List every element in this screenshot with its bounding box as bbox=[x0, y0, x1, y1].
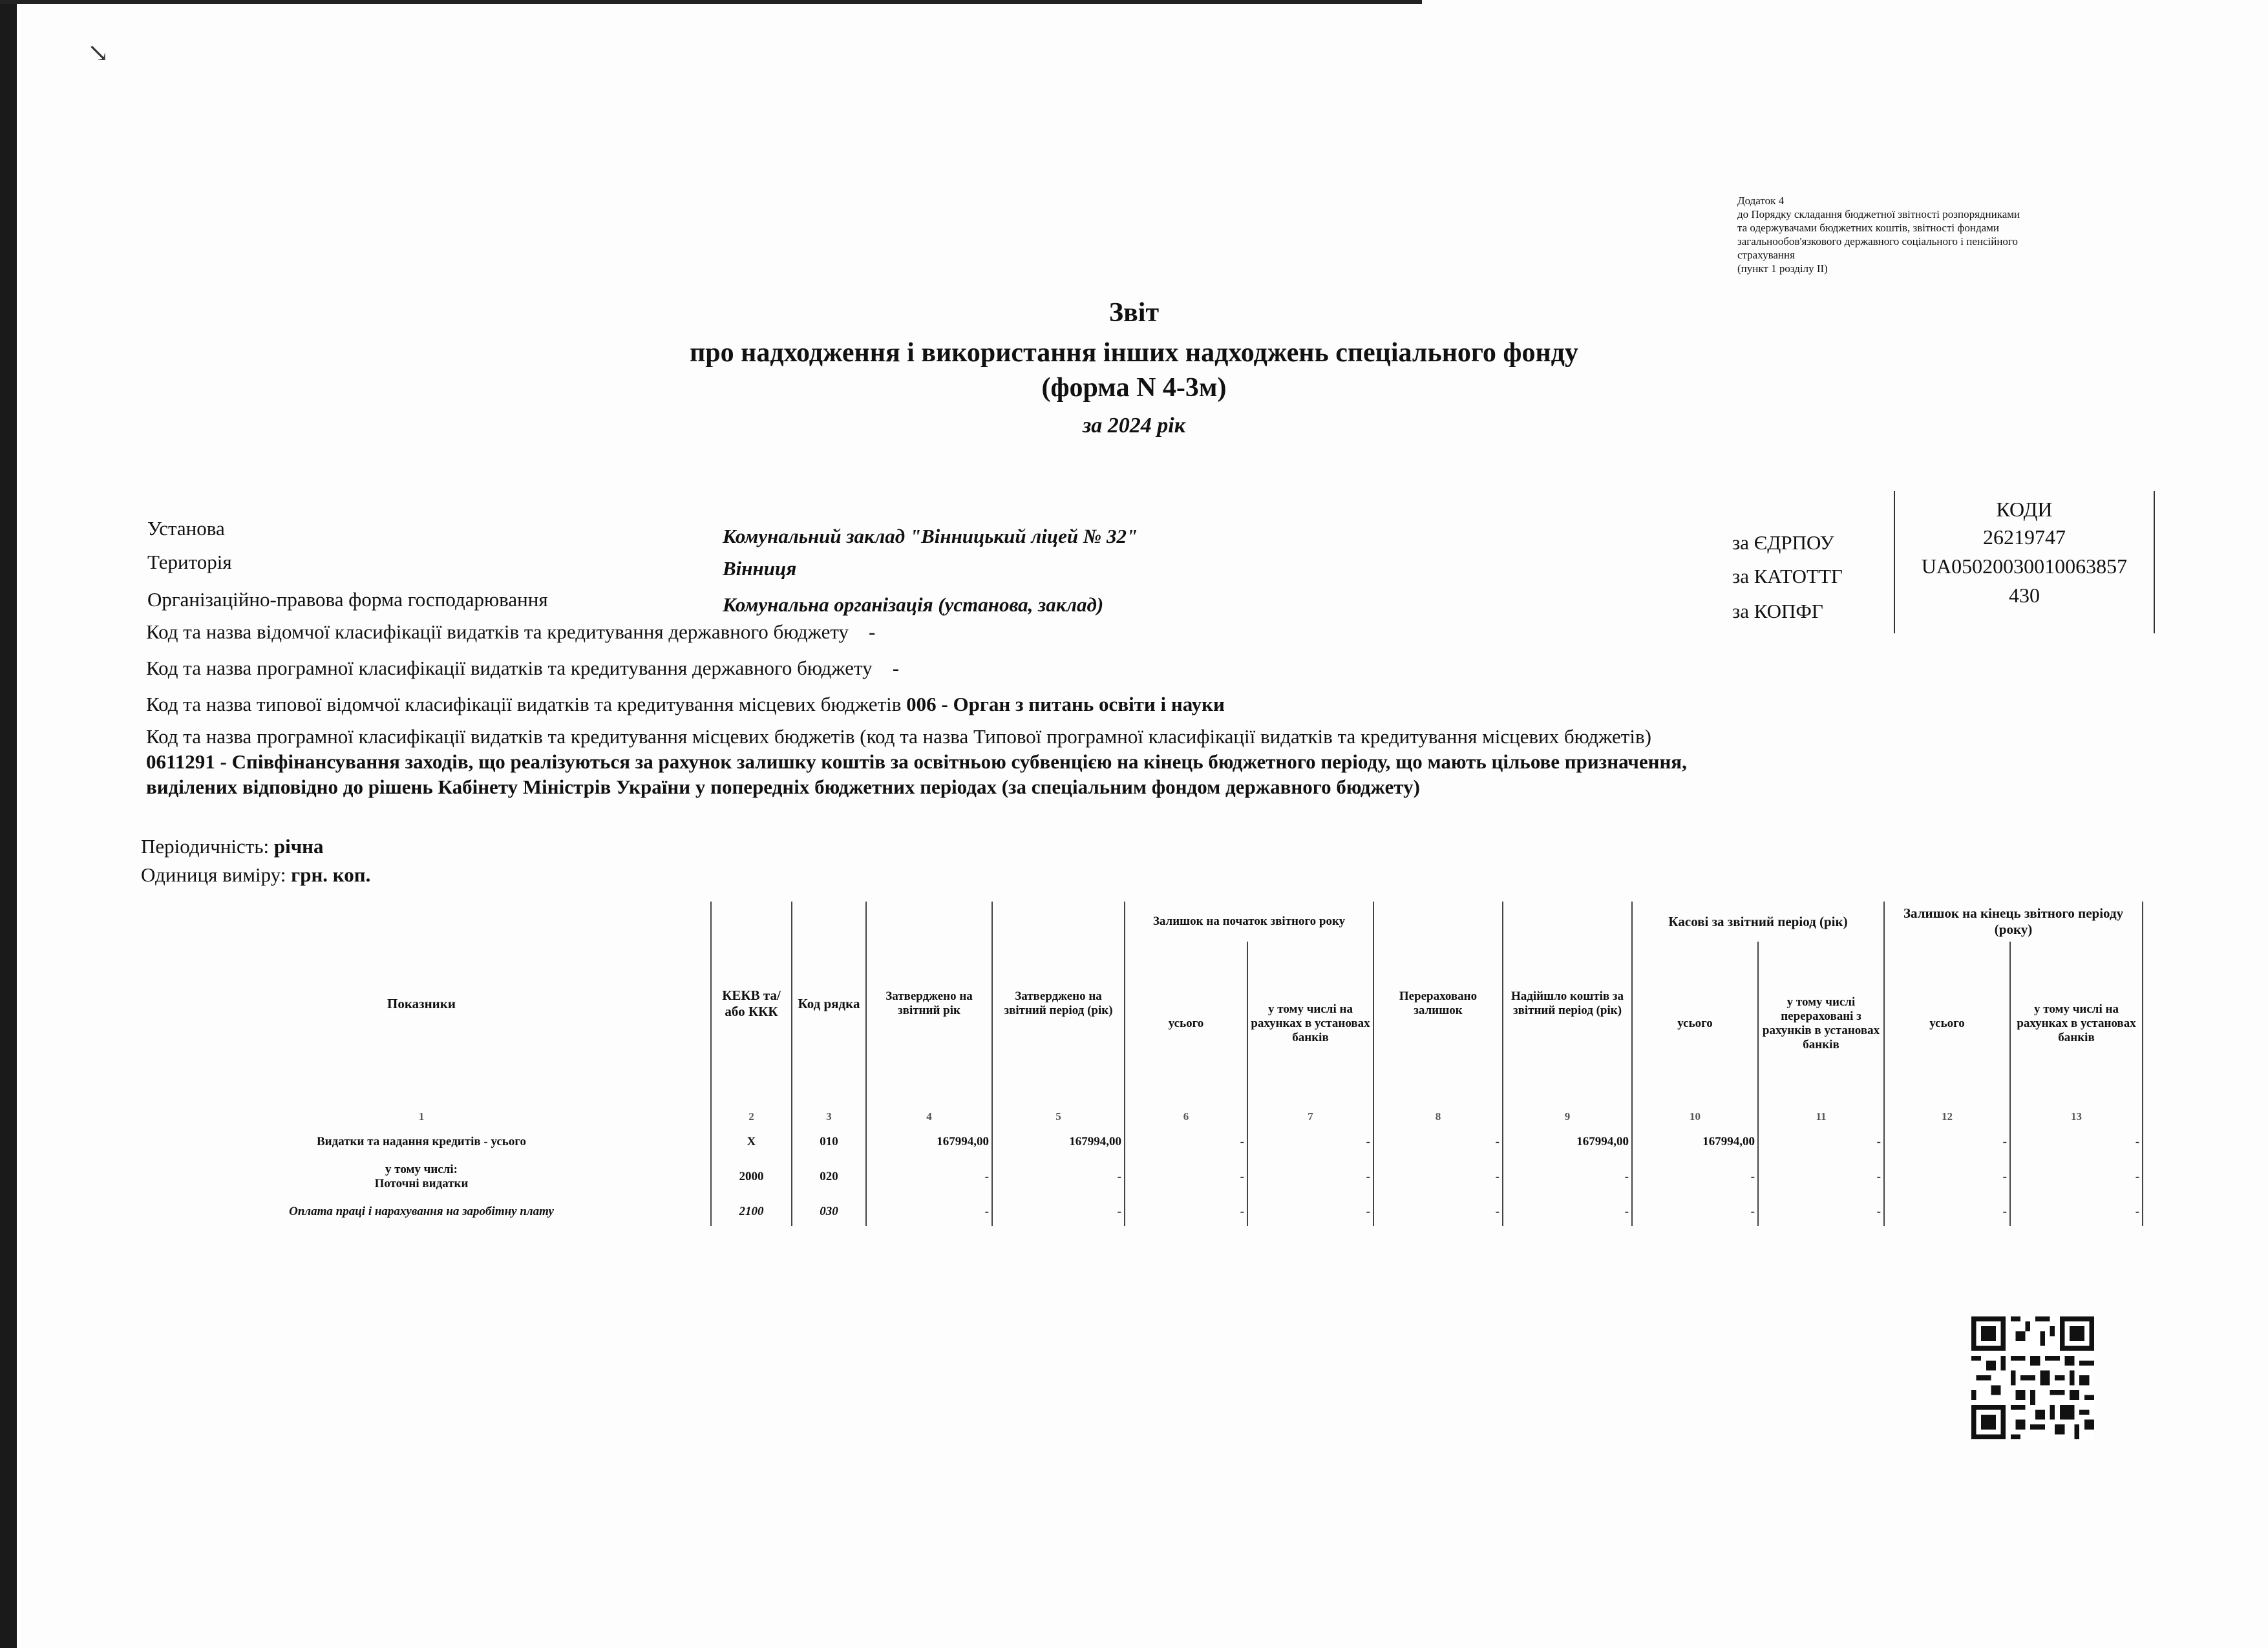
prog-class-line bbox=[146, 657, 899, 680]
cell-received: 167994,00 bbox=[1503, 1128, 1632, 1156]
cell-balance-start-banks: - bbox=[1247, 1198, 1373, 1226]
appendix-line: загальнообов'язкового державного соціального і пенсійного bbox=[1737, 235, 2018, 248]
row-kekv: 2000 bbox=[711, 1156, 792, 1198]
cell-cash-total: - bbox=[1632, 1156, 1758, 1198]
codes-header: КОДИ bbox=[1996, 498, 2053, 521]
header-received: Надійшло коштів за звітний період (рік) bbox=[1503, 902, 1632, 1106]
cell-cash-total: - bbox=[1632, 1198, 1758, 1226]
report-table bbox=[132, 902, 2143, 1226]
report-period: за 2024 рік bbox=[1083, 414, 1185, 438]
row-code: 010 bbox=[792, 1128, 866, 1156]
col-number: 11 bbox=[1758, 1106, 1884, 1128]
edrpou-label: за ЄДРПОУ bbox=[1732, 531, 1834, 554]
territory-value: Вінниця bbox=[723, 557, 797, 580]
cell-balance-start-total: - bbox=[1125, 1198, 1247, 1226]
cell-transferred: - bbox=[1373, 1128, 1503, 1156]
appendix-line: та одержувачами бюджетних коштів, звітності фондами bbox=[1737, 222, 2000, 234]
cell-transferred: - bbox=[1373, 1156, 1503, 1198]
prog-class-label: Код та назва програмної класифікації видатків та кредитування державного бюджету bbox=[146, 657, 873, 679]
table-row bbox=[132, 1198, 2143, 1226]
header-cash-total: усього bbox=[1632, 942, 1758, 1106]
row-name: Поточні видатки bbox=[374, 1177, 469, 1190]
appendix-line: страхування bbox=[1737, 249, 1795, 261]
dept-class-value: - bbox=[869, 620, 876, 643]
local-program-value: 0611291 - Співфінансування заходів, що реалізуються за рахунок залишку коштів за освітньою субвенцією на кінець бюджетного періоду, що мають цільове призначення, виділених відповідно до рішень Кабінету Міністрів України у попередніх бюджетних періодах (за спеціальним фондом державного бюджету) bbox=[146, 750, 1687, 798]
report-form-number: (форма N 4-3м) bbox=[1041, 373, 1227, 403]
typical-class-line bbox=[146, 693, 1225, 716]
col-number: 2 bbox=[711, 1106, 792, 1128]
header-balance-start-banks: у тому числі на рахунках в установах банків bbox=[1247, 942, 1373, 1106]
row-name-prefix: у тому числі: bbox=[385, 1163, 458, 1176]
periodicity-label: Періодичність: bbox=[141, 835, 270, 858]
cell-balance-end-banks: - bbox=[2010, 1128, 2143, 1156]
header-balance-end: Залишок на кінець звітного періоду (року) bbox=[1884, 902, 2143, 942]
appendix-line: Додаток 4 bbox=[1737, 195, 1785, 207]
report-subtitle: про надходження і використання інших надходжень спеціального фонду bbox=[690, 338, 1578, 368]
col-number: 12 bbox=[1884, 1106, 2010, 1128]
col-number: 9 bbox=[1503, 1106, 1632, 1128]
table-row bbox=[132, 1156, 2143, 1198]
header-approved-year: Затверджено на звітний рік bbox=[866, 902, 992, 1106]
cell-cash-total: 167994,00 bbox=[1632, 1128, 1758, 1156]
header-cash: Касові за звітний період (рік) bbox=[1632, 902, 1884, 942]
header-row-1 bbox=[132, 902, 2143, 942]
header-balance-end-total: усього bbox=[1884, 942, 2010, 1106]
col-number: 7 bbox=[1247, 1106, 1373, 1128]
cell-received: - bbox=[1503, 1198, 1632, 1226]
cell-cash-banks: - bbox=[1758, 1156, 1884, 1198]
cell-approved-year: - bbox=[866, 1198, 992, 1226]
cell-cash-banks: - bbox=[1758, 1198, 1884, 1226]
typical-class-label: Код та назва типової відомчої класифікації видатків та кредитування місцевих бюджетів bbox=[146, 693, 902, 715]
scan-top-edge bbox=[0, 0, 1422, 4]
unit-line bbox=[141, 863, 370, 887]
legal-form-label: Організаційно-правова форма господарювання bbox=[147, 588, 548, 611]
table-row bbox=[132, 1128, 2143, 1156]
header-cash-banks: у тому числі перераховані з рахунків в установах банків bbox=[1758, 942, 1884, 1106]
column-numbers-row bbox=[132, 1106, 2143, 1128]
col-number: 5 bbox=[992, 1106, 1125, 1128]
katottg-label: за КАТОТТГ bbox=[1732, 565, 1843, 587]
periodicity-value: річна bbox=[273, 835, 324, 858]
col-number: 8 bbox=[1373, 1106, 1503, 1128]
institution-value: Комунальний заклад "Вінницький ліцей № 32" bbox=[723, 525, 1138, 547]
qr-code-icon bbox=[1971, 1316, 2094, 1439]
row-name: Оплата праці і нарахування на заробітну плату bbox=[289, 1205, 554, 1218]
header-balance-start: Залишок на початок звітного року bbox=[1125, 902, 1373, 942]
col-number: 13 bbox=[2010, 1106, 2143, 1128]
row-name-group bbox=[132, 1156, 711, 1198]
prog-class-value: - bbox=[892, 657, 900, 679]
unit-label: Одиниця виміру: bbox=[141, 863, 286, 886]
row-kekv: 2100 bbox=[711, 1198, 792, 1226]
cell-cash-banks: - bbox=[1758, 1128, 1884, 1156]
scan-left-edge bbox=[0, 0, 17, 1648]
territory-label: Територія bbox=[147, 551, 232, 573]
katottg-value: UA05020030010063857 bbox=[1921, 555, 2128, 578]
cell-approved-year: - bbox=[866, 1156, 992, 1198]
row-code: 030 bbox=[792, 1198, 866, 1226]
row-kekv: X bbox=[711, 1128, 792, 1156]
cell-balance-end-total: - bbox=[1884, 1198, 2010, 1226]
legal-form-value: Комунальна організація (установа, заклад) bbox=[723, 593, 1104, 616]
header-balance-end-banks: у тому числі на рахунках в установах банків bbox=[2010, 942, 2143, 1106]
header-balance-start-total: усього bbox=[1125, 942, 1247, 1106]
col-number: 4 bbox=[866, 1106, 992, 1128]
codes-box bbox=[1894, 491, 2155, 633]
local-program-paragraph bbox=[146, 724, 1717, 799]
cell-approved-period: - bbox=[992, 1198, 1125, 1226]
row-code: 020 bbox=[792, 1156, 866, 1198]
report-title: Звіт bbox=[1108, 298, 1160, 328]
header-approved-period: Затверджено на звітний період (рік) bbox=[992, 902, 1125, 1106]
cell-balance-end-total: - bbox=[1884, 1156, 2010, 1198]
cell-balance-end-total: - bbox=[1884, 1128, 2010, 1156]
scan-mark: ↘ bbox=[87, 38, 109, 67]
periodicity-line bbox=[141, 835, 324, 858]
cell-balance-end-banks: - bbox=[2010, 1198, 2143, 1226]
kopfg-value: 430 bbox=[2009, 584, 2040, 607]
typical-class-value: 006 - Орган з питань освіти і науки bbox=[906, 693, 1225, 715]
dept-class-label: Код та назва відомчої класифікації видатків та кредитування державного бюджету bbox=[146, 620, 849, 643]
edrpou-value: 26219747 bbox=[1983, 525, 2066, 549]
col-number: 6 bbox=[1125, 1106, 1247, 1128]
cell-balance-start-total: - bbox=[1125, 1156, 1247, 1198]
cell-approved-year: 167994,00 bbox=[866, 1128, 992, 1156]
cell-balance-start-total: - bbox=[1125, 1128, 1247, 1156]
cell-approved-period: - bbox=[992, 1156, 1125, 1198]
appendix-note bbox=[1737, 194, 2151, 275]
col-number: 1 bbox=[418, 1110, 425, 1123]
institution-label: Установа bbox=[147, 517, 225, 540]
appendix-line: (пункт 1 розділу II) bbox=[1737, 262, 1828, 275]
cell-transferred: - bbox=[1373, 1198, 1503, 1226]
header-transferred: Перераховано залишок bbox=[1373, 902, 1503, 1106]
cell-balance-start-banks: - bbox=[1247, 1156, 1373, 1198]
local-program-label: Код та назва програмної класифікації видатків та кредитування місцевих бюджетів (код та назва Типової програмної класифікації видатків та кредитування місцевих бюджетів) bbox=[146, 725, 1651, 748]
appendix-line: до Порядку складання бюджетної звітності розпорядниками bbox=[1737, 208, 2020, 220]
unit-value: грн. коп. bbox=[291, 863, 371, 886]
cell-balance-start-banks: - bbox=[1247, 1128, 1373, 1156]
cell-received: - bbox=[1503, 1156, 1632, 1198]
row-name: Видатки та надання кредитів - усього bbox=[316, 1135, 527, 1148]
header-kekv: КЕКВ та/або ККК bbox=[711, 902, 792, 1106]
header-indicators: Показники bbox=[387, 995, 456, 1011]
cell-balance-end-banks: - bbox=[2010, 1156, 2143, 1198]
col-number: 3 bbox=[792, 1106, 866, 1128]
cell-approved-period: 167994,00 bbox=[992, 1128, 1125, 1156]
dept-class-line bbox=[146, 620, 875, 644]
col-number: 10 bbox=[1632, 1106, 1758, 1128]
header-row-code: Код рядка bbox=[792, 902, 866, 1106]
kopfg-label: за КОПФГ bbox=[1732, 600, 1823, 622]
